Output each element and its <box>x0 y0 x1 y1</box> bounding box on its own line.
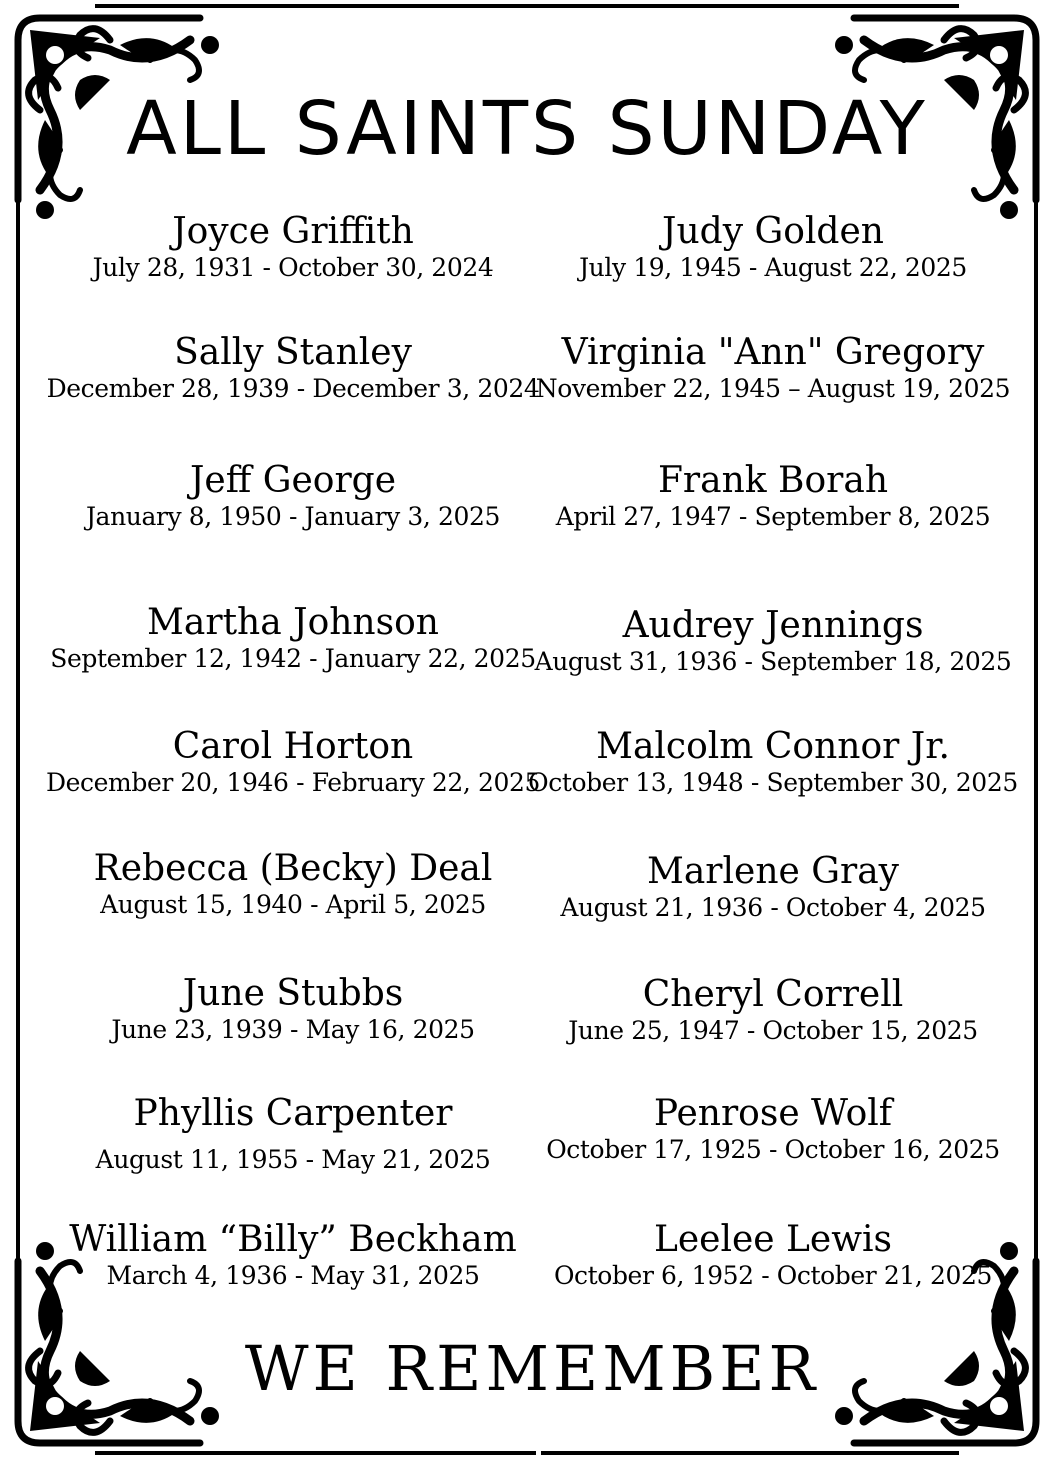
memorial-entry <box>33 974 553 1046</box>
memorial-entry <box>513 852 1033 924</box>
memorial-entry <box>513 606 1033 678</box>
memorial-entry <box>33 461 553 533</box>
entry-name: Penrose Wolf <box>653 1093 893 1134</box>
entry-name: Phyllis Carpenter <box>133 1093 453 1134</box>
entry-dates: December 20, 1946 - February 22, 2025 <box>46 768 540 797</box>
memorial-entry <box>33 1094 553 1176</box>
entry-dates: August 31, 1936 - September 18, 2025 <box>534 647 1012 676</box>
memorial-entry <box>513 727 1033 799</box>
entry-dates: August 11, 1955 - May 21, 2025 <box>95 1145 491 1174</box>
entry-name: Leelee Lewis <box>653 1219 893 1260</box>
entry-dates: April 27, 1947 - September 8, 2025 <box>555 502 991 531</box>
entry-dates: July 19, 1945 - August 22, 2025 <box>579 253 967 282</box>
entry-name: Audrey Jennings <box>622 605 924 646</box>
memorial-entry <box>513 212 1033 284</box>
entry-name: Rebecca (Becky) Deal <box>93 848 493 889</box>
entry-dates: June 25, 1947 - October 15, 2025 <box>568 1016 978 1045</box>
memorial-entry <box>33 727 553 799</box>
entry-dates: June 23, 1939 - May 16, 2025 <box>111 1015 475 1044</box>
entry-name: Jeff George <box>189 460 397 501</box>
memorial-entry <box>33 849 553 921</box>
page-title: ALL SAINTS SUNDAY <box>126 86 928 172</box>
entry-dates: July 28, 1931 - October 30, 2024 <box>92 253 494 282</box>
footer-title: WE REMEMBER <box>244 1332 820 1405</box>
memorial-entry <box>513 1094 1033 1166</box>
entry-name: Joyce Griffith <box>172 211 414 252</box>
entry-dates: October 6, 1952 - October 21, 2025 <box>553 1261 993 1290</box>
memorial-entry <box>513 461 1033 533</box>
memorial-entry <box>513 1220 1033 1292</box>
memorial-entry <box>33 333 553 405</box>
entry-dates: September 12, 1942 - January 22, 2025 <box>50 644 536 673</box>
entry-dates: August 15, 1940 - April 5, 2025 <box>100 890 486 919</box>
entry-name: Martha Johnson <box>147 602 439 643</box>
entry-name: Cheryl Correll <box>642 974 904 1015</box>
entry-name: June Stubbs <box>182 973 404 1014</box>
entry-name: Frank Borah <box>657 460 889 501</box>
entry-dates: November 22, 1945 – August 19, 2025 <box>535 374 1011 403</box>
entry-name: Judy Golden <box>662 211 884 252</box>
frame-right-border <box>1034 190 1038 1271</box>
frame-left-border <box>16 190 20 1271</box>
entry-dates: October 13, 1948 - September 30, 2025 <box>528 768 1018 797</box>
entry-dates: January 8, 1950 - January 3, 2025 <box>85 502 501 531</box>
entry-dates: March 4, 1936 - May 31, 2025 <box>106 1261 480 1290</box>
entry-name: William “Billy” Beckham <box>69 1219 517 1260</box>
memorial-entry <box>513 975 1033 1047</box>
frame-bottom-gap <box>536 1447 541 1457</box>
entry-name: Malcolm Connor Jr. <box>596 726 950 767</box>
entry-dates: October 17, 1925 - October 16, 2025 <box>546 1135 1000 1164</box>
entry-name: Marlene Gray <box>646 851 900 892</box>
entry-name: Carol Horton <box>172 726 414 767</box>
entry-dates: August 21, 1936 - October 4, 2025 <box>560 893 986 922</box>
entry-dates: December 28, 1939 - December 3, 2024 <box>46 374 540 403</box>
memorial-entry <box>33 212 553 284</box>
memorial-entry <box>33 1220 553 1292</box>
entry-name: Virginia "Ann" Gregory <box>561 332 985 373</box>
memorial-entry <box>513 333 1033 405</box>
entry-name: Sally Stanley <box>174 332 412 373</box>
memorial-entry <box>33 603 553 675</box>
